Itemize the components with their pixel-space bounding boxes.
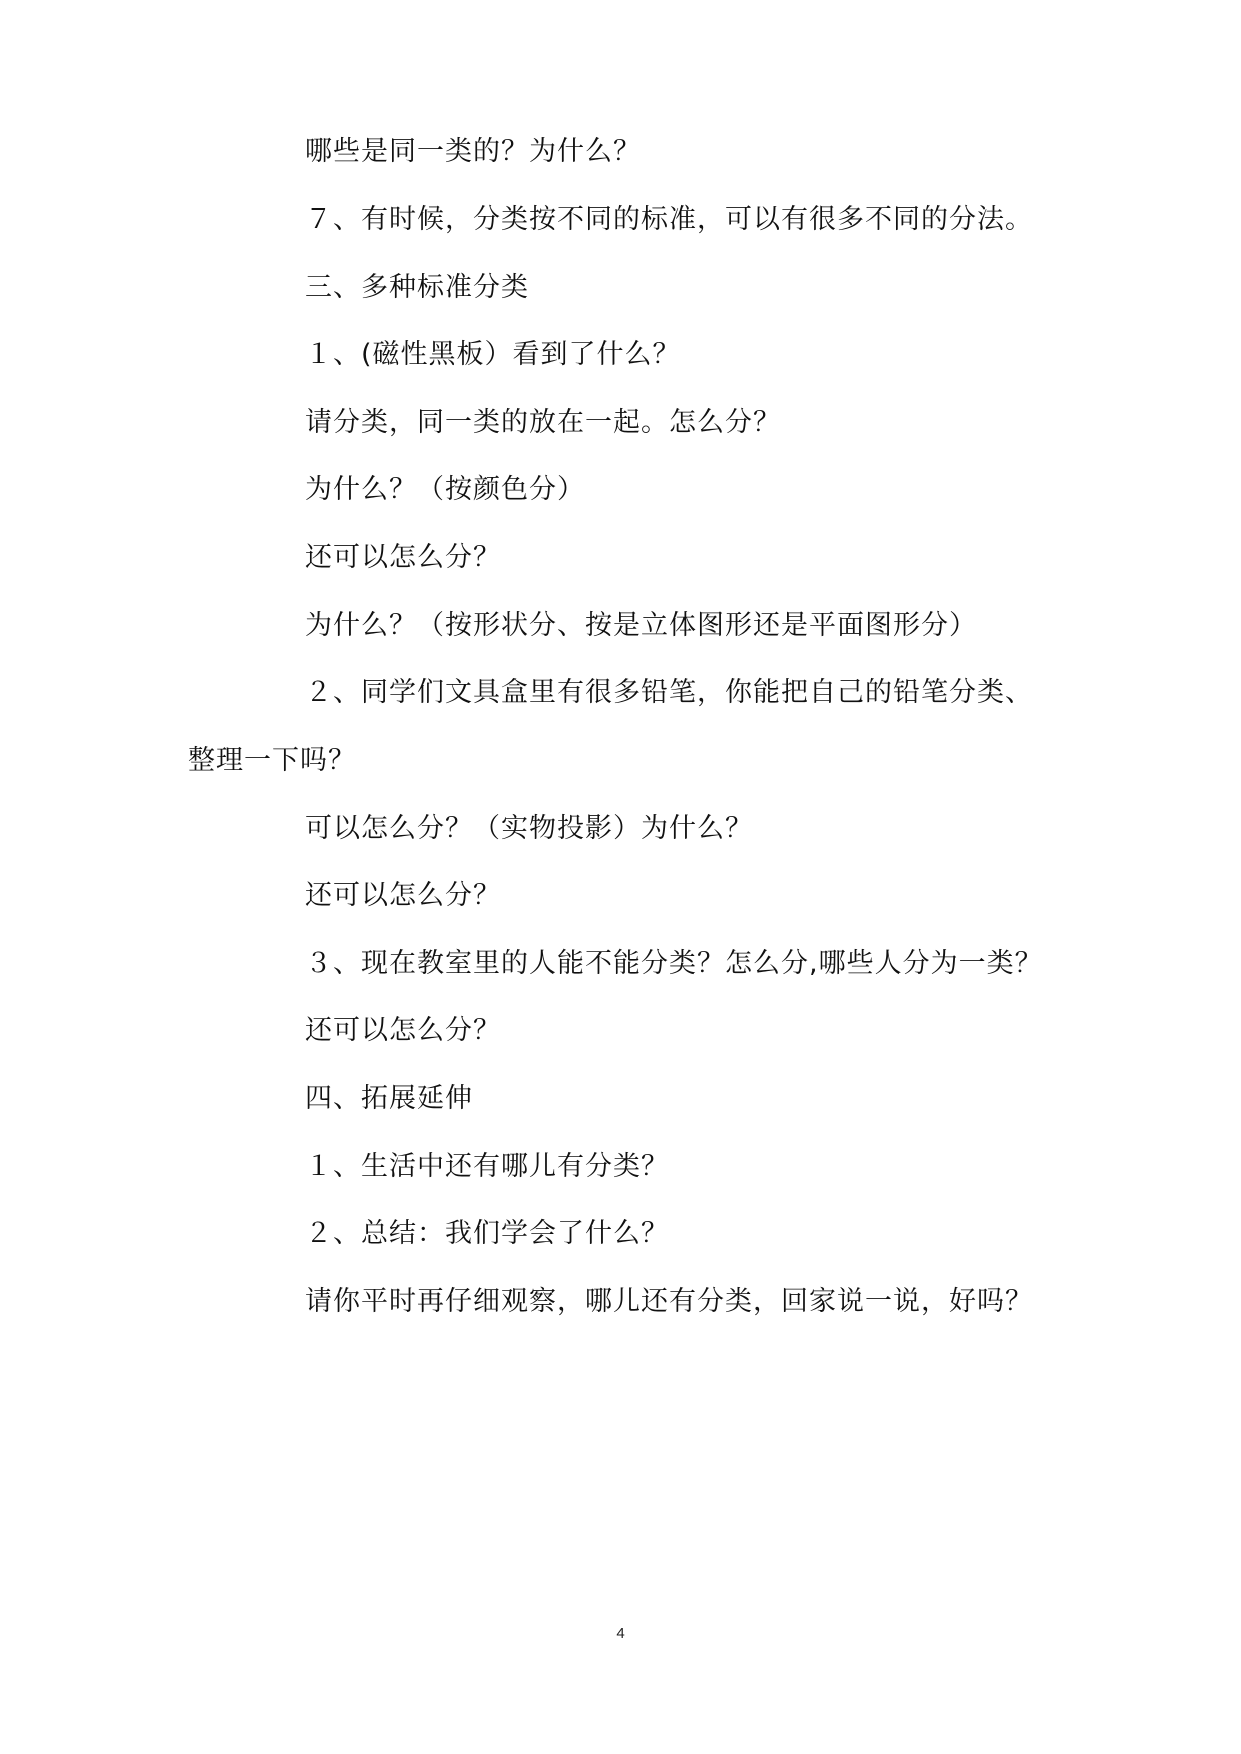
text-line: 哪些是同一类的？为什么？ [305,136,641,167]
text-line: １、生活中还有哪儿有分类？ [305,1151,669,1182]
text-line: 还可以怎么分？ [305,542,501,573]
section-heading: 四、拓展延伸 [305,1083,473,1114]
text-line: 可以怎么分？（实物投影）为什么？ [305,813,753,844]
text-line: 请你平时再仔细观察，哪儿还有分类，回家说一说，好吗？ [305,1286,1033,1317]
text-line: 为什么？（按颜色分） [305,474,585,505]
text-line: 为什么？（按形状分、按是立体图形还是平面图形分） [305,610,977,641]
page-number: 4 [616,1625,625,1642]
text-line: ３、现在教室里的人能不能分类？怎么分,哪些人分为一类？ [305,948,1043,979]
text-line: １、(磁性黑板）看到了什么？ [305,339,681,370]
section-heading: 三、多种标准分类 [305,272,529,303]
text-line: ２、同学们文具盒里有很多铅笔，你能把自己的铅笔分类、 [305,677,1033,708]
text-line-continuation: 整理一下吗？ [188,745,356,776]
text-line: ２、总结：我们学会了什么？ [305,1218,669,1249]
text-line: 请分类，同一类的放在一起。怎么分？ [305,407,781,438]
text-line: 还可以怎么分？ [305,880,501,911]
text-line: ７、有时候，分类按不同的标准，可以有很多不同的分法。 [305,204,1033,235]
text-line: 还可以怎么分？ [305,1015,501,1046]
